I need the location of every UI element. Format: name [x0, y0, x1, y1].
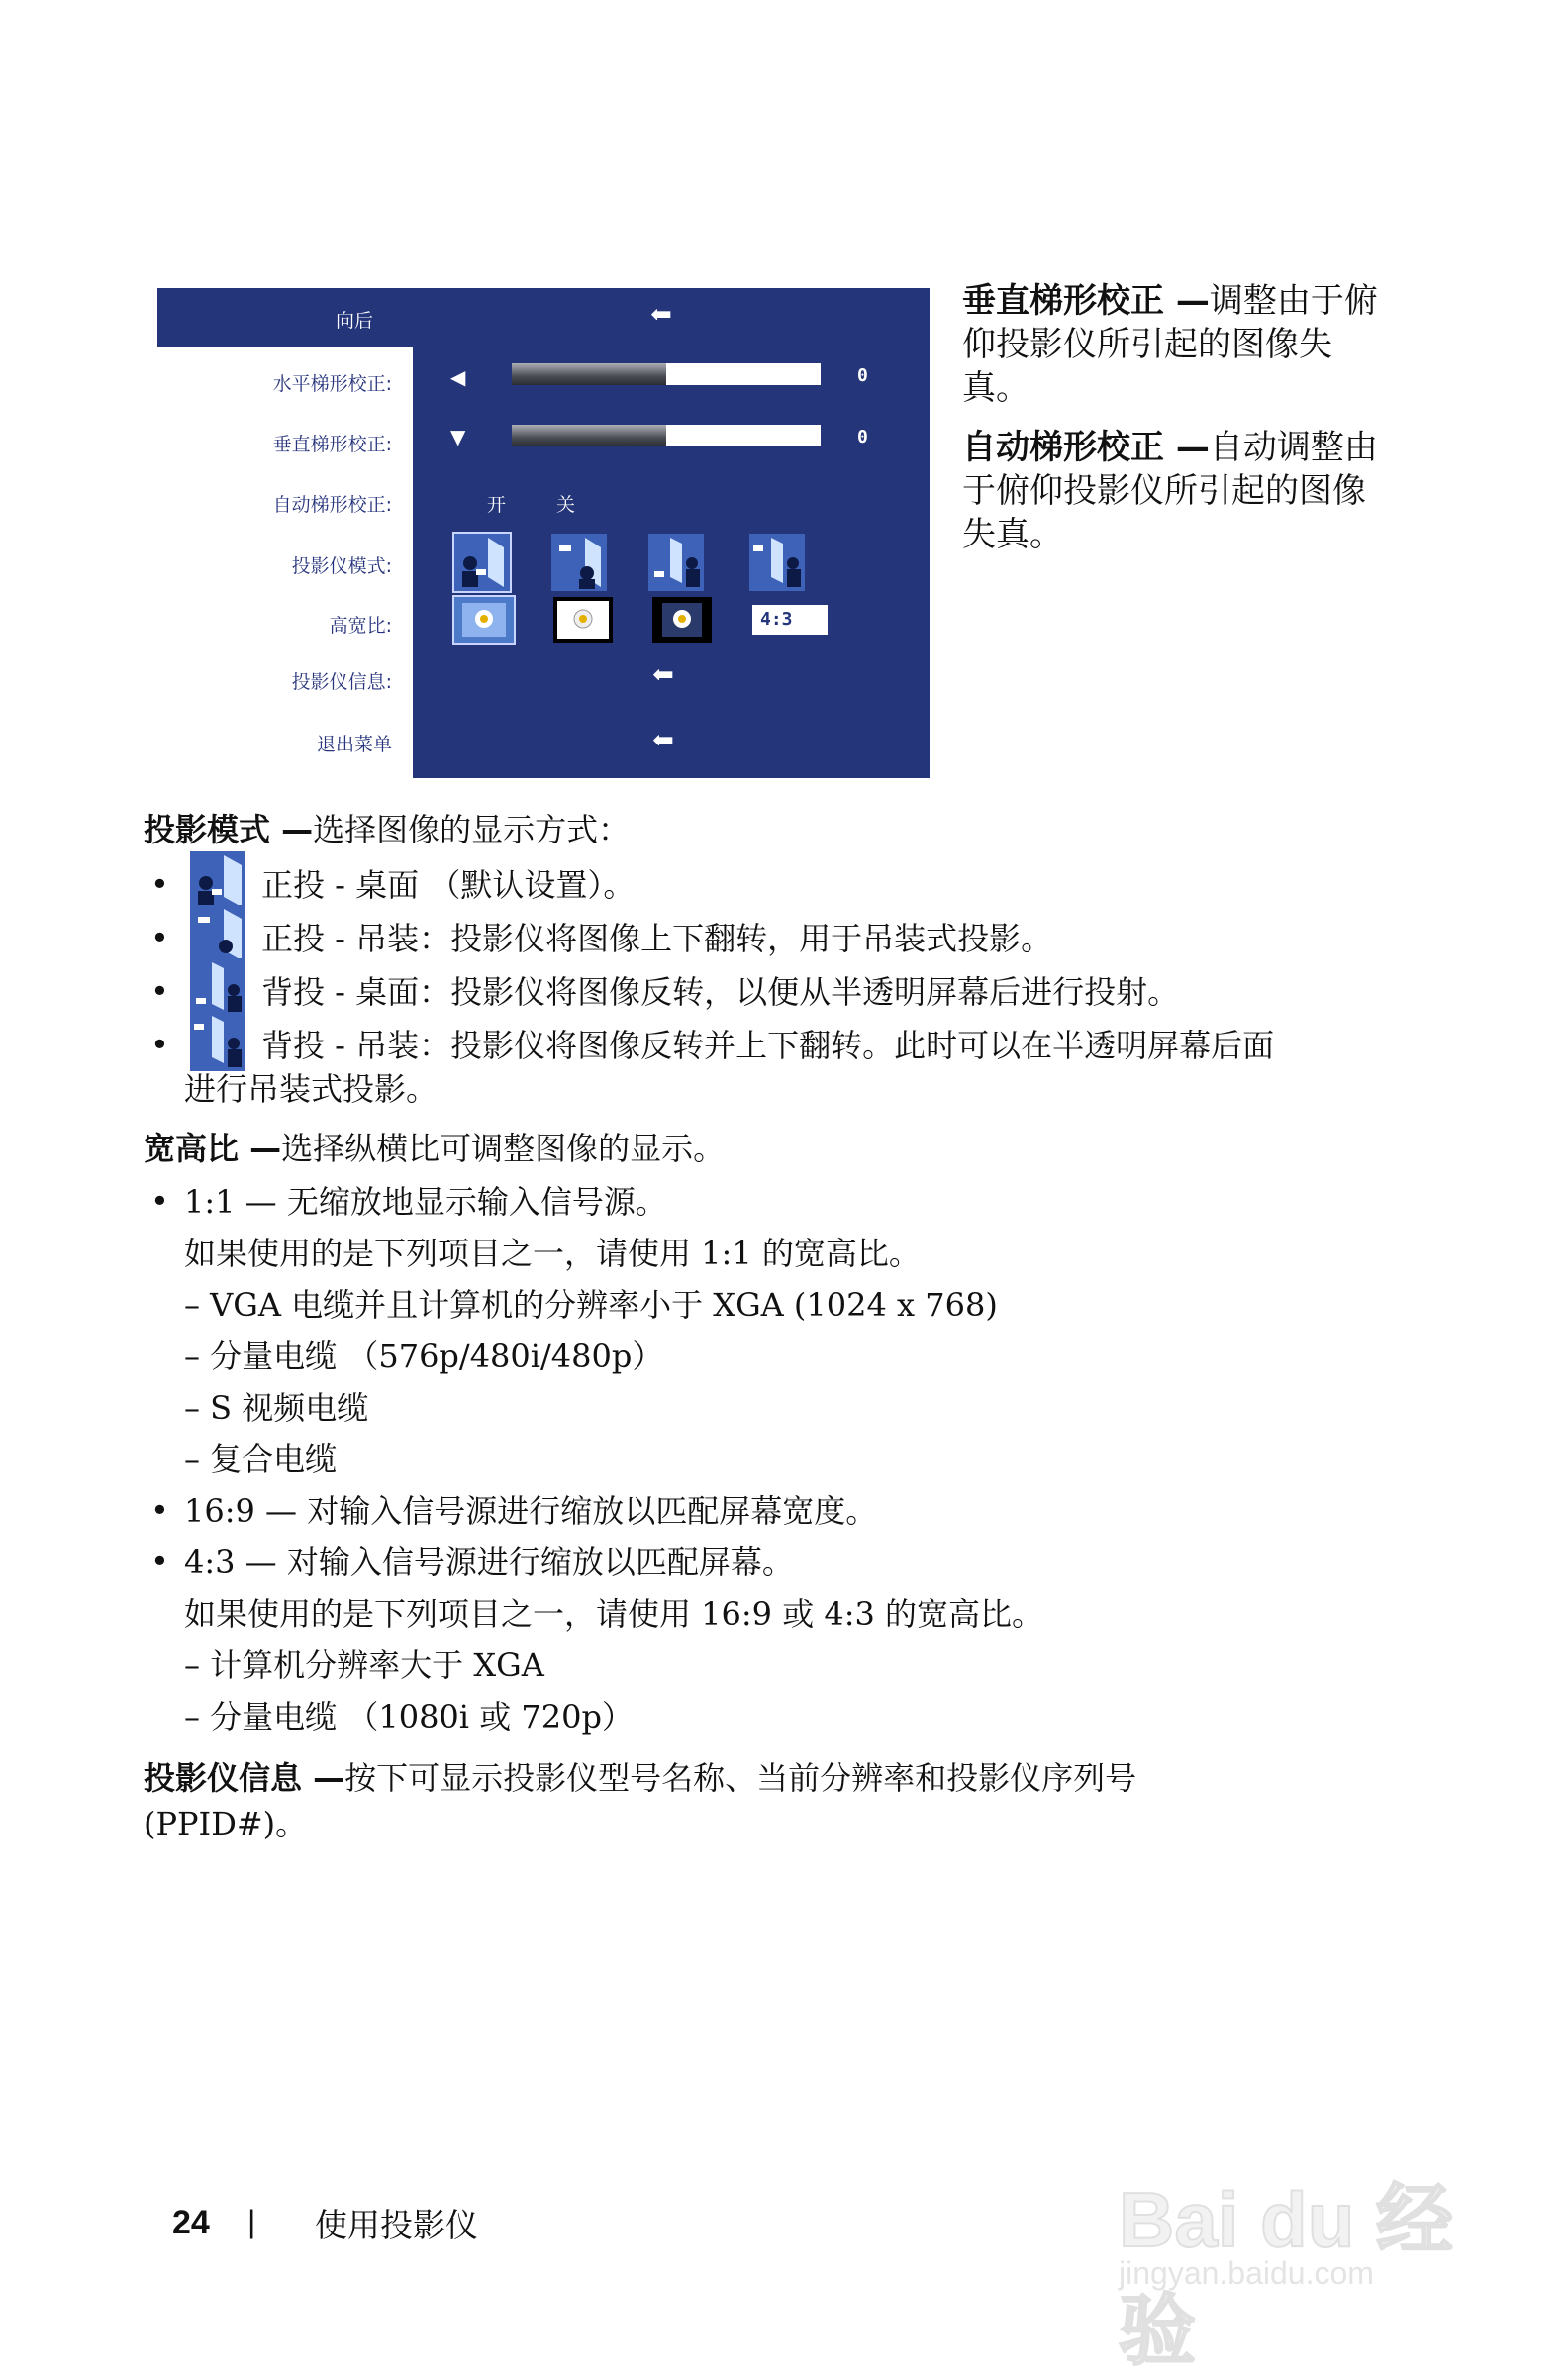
rear-ceiling-small-icon	[190, 1012, 245, 1071]
osd-back-label: 向后	[336, 310, 374, 332]
aspect-term: 宽高比 —	[144, 1130, 282, 1167]
h-keystone-slider-fill	[512, 363, 666, 385]
rear-desktop-small-icon	[190, 958, 245, 1018]
front-ceiling-small-icon	[190, 905, 245, 964]
mode-item-2: 正投 - 吊装：投影仪将图像上下翻转，用于吊装式投影。	[261, 920, 1053, 957]
v-keystone-text: 调整由于俯仰投影仪所引起的图像失真。	[962, 281, 1378, 408]
aspect-1-1-note: 如果使用的是下列项目之一，请使用 1:1 的宽高比。	[184, 1235, 921, 1272]
back-enter-icon[interactable]: ⬅	[650, 300, 672, 330]
mode-item-3: 背投 - 桌面：投影仪将图像反转，以便从半透明屏幕后进行投射。	[261, 973, 1180, 1011]
projector-mode-heading	[144, 810, 630, 849]
bullet: •	[150, 972, 169, 1010]
projector-info-term: 投影仪信息 —	[144, 1759, 345, 1797]
osd-label-exit-menu: 退出菜单	[316, 734, 392, 755]
down-arrow-icon[interactable]: ▼	[450, 425, 466, 448]
page-number: 24	[172, 2204, 210, 2241]
auto-keystone-description	[962, 426, 1378, 556]
aspect-heading	[144, 1129, 725, 1168]
rear-desktop-mode-icon[interactable]	[648, 534, 704, 591]
footer-separator: |	[247, 2204, 256, 2239]
footer-section-title: 使用投影仪	[315, 2206, 478, 2244]
projector-mode-text: 选择图像的显示方式：	[313, 811, 631, 848]
v-keystone-slider-fill	[512, 425, 666, 446]
auto-keystone-on[interactable]: 开	[487, 494, 507, 516]
bullet: •	[150, 865, 169, 903]
osd-label-h-keystone: 水平梯形校正:	[272, 373, 392, 395]
auto-keystone-off[interactable]: 关	[556, 494, 576, 516]
mode-item-4-cont: 进行吊装式投影。	[184, 1070, 439, 1108]
osd-label-projector-info: 投影仪信息:	[291, 671, 392, 693]
watermark-url: jingyan.baidu.com	[1119, 2255, 1374, 2291]
bullet: •	[150, 919, 169, 956]
aspect-1-1-text: 1:1 — 无缩放地显示输入信号源。	[184, 1183, 667, 1221]
osd-label-v-keystone: 垂直梯形校正:	[272, 434, 392, 455]
aspect-4-3-text: 4:3 — 对输入信号源进行缩放以匹配屏幕。	[184, 1543, 794, 1581]
aspect-16-9-text: 16:9 — 对输入信号源进行缩放以匹配屏幕宽度。	[184, 1492, 878, 1530]
osd-menu	[157, 288, 930, 778]
projector-mode-term: 投影模式 —	[144, 811, 314, 848]
mode-item-1: 正投 - 桌面 （默认设置）。	[261, 866, 636, 904]
v-keystone-value: 0	[857, 427, 868, 447]
mode-item-4: 背投 - 吊装：投影仪将图像反转并上下翻转。此时可以在半透明屏幕后面	[261, 1027, 1275, 1064]
osd-label-projector-mode: 投影仪模式:	[291, 555, 392, 577]
projector-info-text: 按下可显示投影仪型号名称、当前分辨率和投影仪序列号	[344, 1759, 1137, 1797]
projector-info-text-cont: (PPID#)。	[144, 1805, 308, 1842]
front-desktop-small-icon	[190, 851, 245, 911]
watermark-brand: Bai du 经验	[1119, 2176, 1454, 2374]
rear-ceiling-mode-icon[interactable]	[749, 534, 805, 591]
front-ceiling-mode-icon[interactable]	[551, 534, 607, 591]
h-keystone-slider[interactable]	[512, 363, 821, 385]
auto-keystone-term: 自动梯形校正 —	[962, 428, 1210, 467]
aspect-16-9-icon[interactable]	[553, 597, 613, 643]
h-keystone-value: 0	[857, 365, 868, 386]
exit-enter-icon[interactable]: ⬅	[652, 726, 674, 755]
info-enter-icon[interactable]: ⬅	[652, 660, 674, 690]
v-keystone-slider[interactable]	[512, 425, 821, 446]
aspect-ratio-value[interactable]: 4:3	[752, 605, 828, 635]
aspect-4-3-list-item: – 分量电缆 （1080i 或 720p）	[184, 1698, 634, 1735]
aspect-1-1-list-item: – VGA 电缆并且计算机的分辨率小于 XGA (1024 x 768)	[184, 1286, 998, 1324]
baidu-watermark-logo	[1099, 2109, 1515, 2374]
v-keystone-term: 垂直梯形校正 —	[962, 281, 1210, 321]
osd-label-aspect-ratio: 高宽比:	[329, 615, 392, 637]
osd-label-auto-keystone: 自动梯形校正:	[272, 494, 392, 516]
aspect-text: 选择纵横比可调整图像的显示。	[281, 1130, 726, 1167]
aspect-4-3-icon[interactable]	[652, 597, 712, 643]
front-desktop-mode-icon[interactable]	[454, 534, 510, 591]
bullet: •	[150, 1182, 169, 1220]
aspect-1-1-list-item: – 复合电缆	[184, 1440, 338, 1478]
aspect-4-3-note: 如果使用的是下列项目之一，请使用 16:9 或 4:3 的宽高比。	[184, 1595, 1044, 1633]
auto-keystone-text: 自动调整由于俯仰投影仪所引起的图像失真。	[962, 428, 1378, 554]
projector-info-heading	[144, 1758, 1136, 1798]
bullet: •	[150, 1542, 169, 1580]
v-keystone-description	[962, 279, 1378, 410]
bullet: •	[150, 1491, 169, 1529]
bullet: •	[150, 1026, 169, 1063]
left-arrow-icon[interactable]: ◀	[450, 365, 466, 389]
osd-back-row[interactable]	[157, 288, 930, 347]
aspect-1-1-icon[interactable]	[454, 597, 514, 643]
aspect-1-1-list-item: – S 视频电缆	[184, 1389, 369, 1427]
aspect-1-1-list-item: – 分量电缆 （576p/480i/480p）	[184, 1338, 664, 1375]
aspect-4-3-list-item: – 计算机分辨率大于 XGA	[184, 1646, 544, 1684]
